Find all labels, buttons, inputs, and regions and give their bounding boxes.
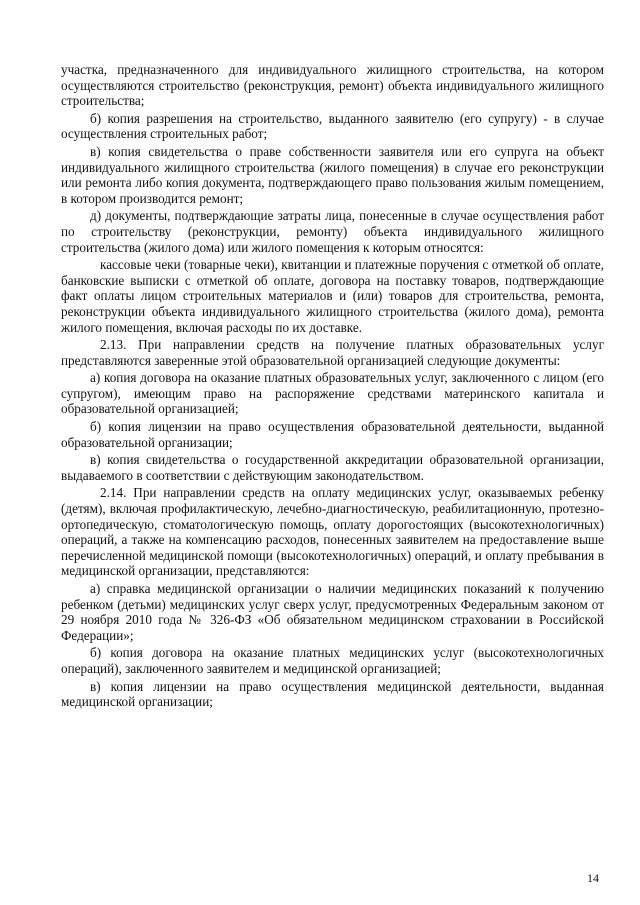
paragraph-building-permit: б) копия разрешения на строительство, выданного заявителю (его супругу) - в случае осуществления строительных работ;	[61, 110, 604, 142]
paragraph-receipts: кассовые чеки (товарные чеки), квитанции и платежные поручения с отметкой об оплате, банковские выписки с отметкой об оплате, договора на поставку товаров, подтверждающие факт оплаты лицом строительных материалов и (или) товаров для строительства, ремонта, реконструкции объекта индивидуального жилищного строительства (жилого дома), ремонта жилого помещения, включая расходы по их доставке.	[61, 257, 604, 335]
paragraph-medical-contract: б) копия договора на оказание платных медицинских услуг (высокотехнологичных операций), заключенного заявителем и медицинской организацией;	[61, 645, 604, 676]
page-body	[61, 62, 604, 712]
paragraph-medical-license: в) копия лицензии на право осуществления медицинской деятельности, выданная медицинской организации;	[61, 678, 604, 710]
paragraph-land-plot: участка, предназначенного для индивидуального жилищного строительства, на котором осуществляются строительство (реконструкция, ремонт) объекта индивидуального жилищного строительства;	[61, 62, 604, 109]
paragraph-section-2-14: 2.14. При направлении средств на оплату медицинских услуг, оказываемых ребенку (детям), включая профилактическую, лечебно-диагностическую, реабилитационную, протезно-ортопедическую, стоматологическую помощь, оплату дорогостоящих (высокотехнологичных) операций, а также на компенсацию расходов, понесенных заявителем на предоставление выше перечисленной медицинской помощи (высокотехнологичных) операций, и оплату пребывания в медицинской организации, представляются:	[61, 485, 604, 579]
paragraph-section-2-13: 2.13. При направлении средств на получение платных образовательных услуг представляются заверенные этой образовательной организацией следующие документы:	[61, 337, 604, 368]
paragraph-expense-documents: д) документы, подтверждающие затраты лица, понесенные в случае осуществления работ по строительству (реконструкции, ремонту) объекта индивидуального жилищного строительства (жилого дома) или жилого помещения к которым относятся:	[61, 208, 604, 255]
paragraph-education-contract: а) копия договора на оказание платных образовательных услуг, заключенного с лицом (его супругом), имеющим право на распоряжение средствами материнского капитала и образовательной организацией;	[61, 370, 604, 417]
paragraph-medical-certificate: а) справка медицинской организации о наличии медицинских показаний к получению ребенком (детьми) медицинских услуг сверх услуг, предусмотренных Федеральным законом от 29 ноября 2010 года № 326-ФЗ «Об обязательном медицинском страховании в Российской Федерации»;	[61, 581, 604, 643]
paragraph-accreditation: в) копия свидетельства о государственной аккредитации образовательной организации, выдаваемого в соответствии с действующим законодательством.	[61, 452, 604, 483]
paragraph-ownership-certificate: в) копия свидетельства о праве собственности заявителя или его супруга на объект индивидуального жилищного строительства (жилого помещения) в случае его реконструкции или ремонта либо копия документа, подтверждающего право пользования жилым помещением, в котором производится ремонт;	[61, 143, 604, 206]
paragraph-education-license: б) копия лицензии на право осуществления образовательной деятельности, выданной образовательной организации;	[61, 419, 604, 450]
page-number: 14	[587, 871, 599, 885]
